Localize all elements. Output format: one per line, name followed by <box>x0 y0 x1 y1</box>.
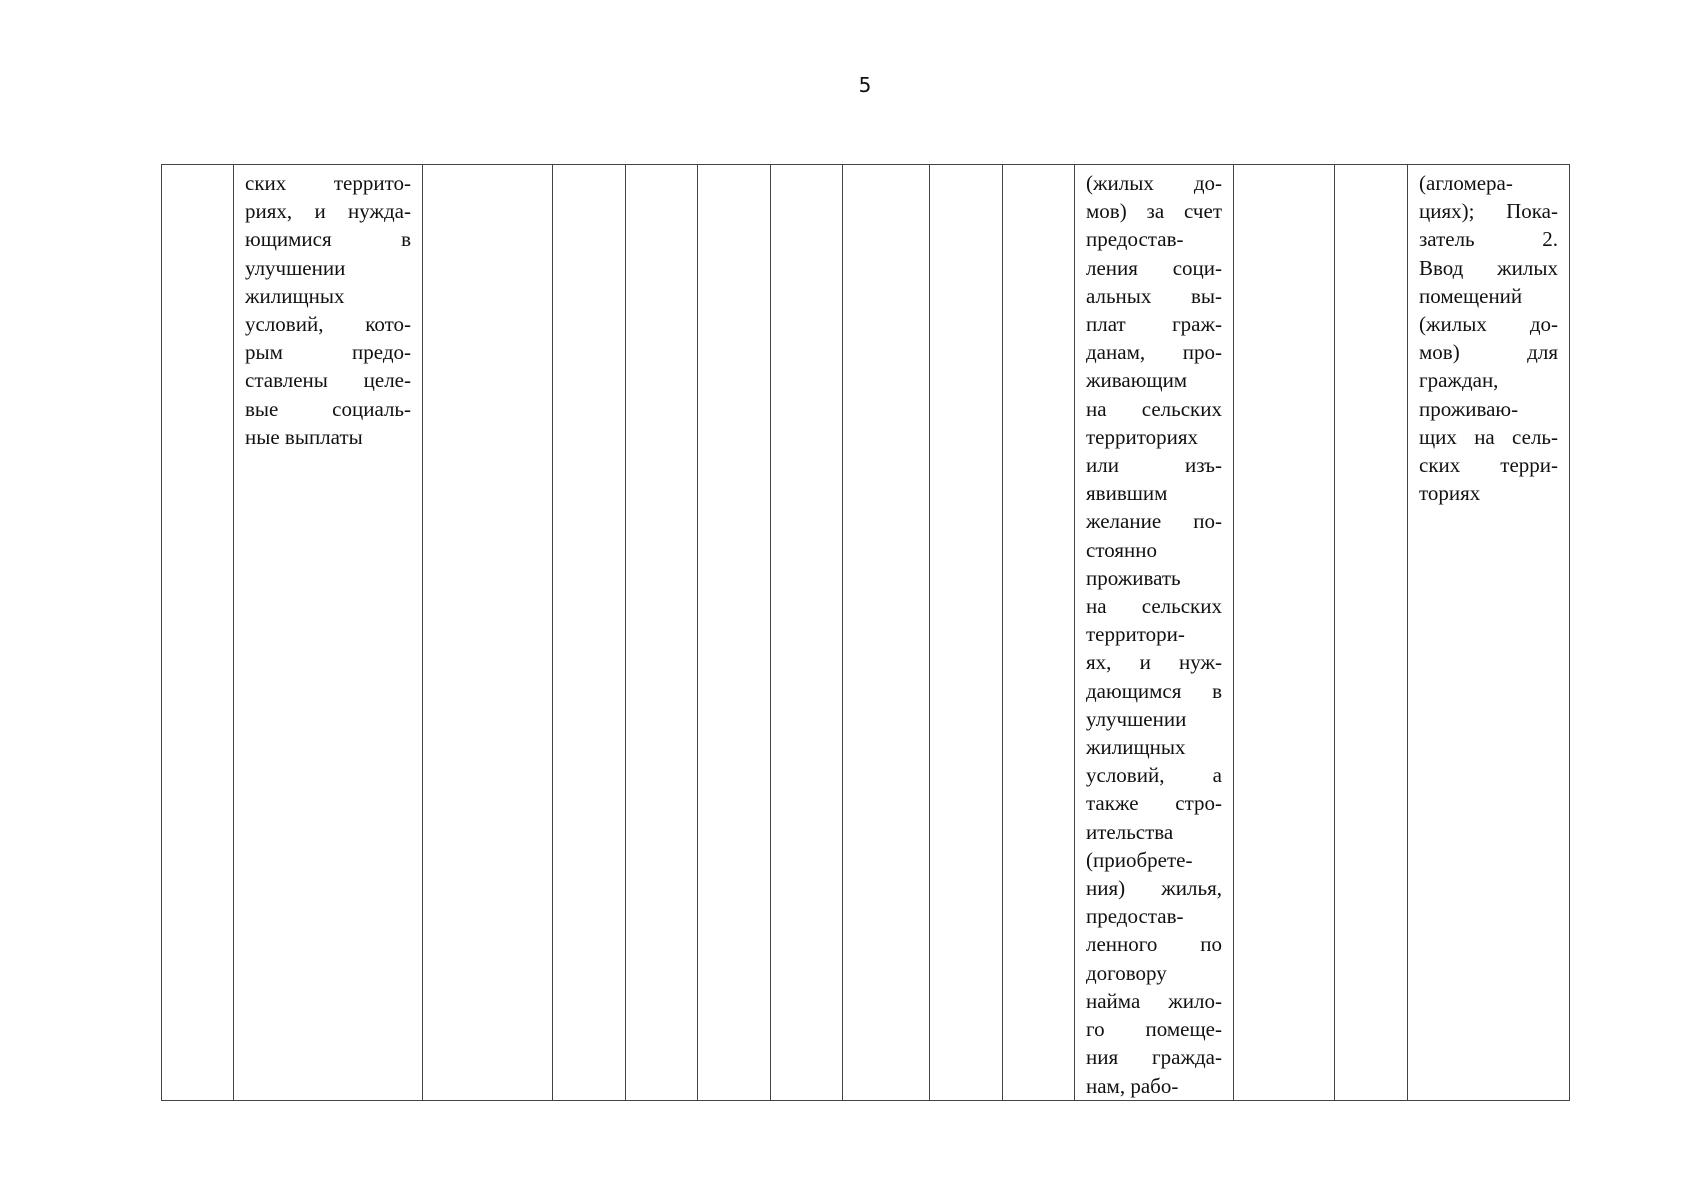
cell-line: ния гражда- <box>1086 1045 1222 1070</box>
cell-line: ских терри- <box>1419 453 1558 478</box>
cell-line: ленного по <box>1086 932 1222 957</box>
cell-line: явившим <box>1086 481 1168 506</box>
table-cell <box>771 165 843 1101</box>
cell-line: альных вы- <box>1086 283 1222 308</box>
cell-line: улучшении <box>245 255 346 280</box>
cell-line: на сельских <box>1086 594 1222 619</box>
cell-line: (агломера- <box>1419 171 1513 195</box>
cell-line: проживаю- <box>1419 396 1519 421</box>
cell-line: (жилых до- <box>1419 312 1558 337</box>
table-cell <box>553 165 626 1101</box>
table-cell <box>1234 165 1335 1101</box>
cell-line: вые социаль- <box>245 396 411 421</box>
cell-line: затель 2. <box>1419 227 1558 252</box>
table-cell <box>423 165 553 1101</box>
cell-line: граждан, <box>1419 368 1499 393</box>
cell-line: щих на сель- <box>1419 424 1558 449</box>
cell-line: условий, а <box>1086 763 1222 788</box>
cell-line: мов) для <box>1419 340 1558 365</box>
cell-line: предостав- <box>1086 904 1184 929</box>
cell-line: жилищных <box>245 283 345 308</box>
table-cell <box>234 165 423 1101</box>
cell-line: ния) жилья, <box>1086 876 1222 901</box>
cell-line: территориях <box>1086 424 1199 449</box>
cell-line: проживать <box>1086 565 1181 590</box>
table-cell <box>162 165 234 1101</box>
table-row <box>162 165 1570 1101</box>
cell-line: живающим <box>1086 368 1188 393</box>
cell-line: Ввод жилых <box>1419 255 1558 280</box>
cell-line: ные выплаты <box>245 424 363 449</box>
cell-line: ях, и нуж- <box>1086 650 1222 675</box>
document-table <box>161 164 1570 1101</box>
table-cell <box>1408 165 1570 1101</box>
cell-line: ставлены целе- <box>245 368 411 393</box>
cell-line: го помеще- <box>1086 1017 1222 1042</box>
cell-line: мов) за счет <box>1086 199 1222 224</box>
table-cell <box>698 165 771 1101</box>
cell-line: территори- <box>1086 622 1185 647</box>
table-cell <box>1075 165 1234 1101</box>
page-number: 5 <box>858 73 872 97</box>
cell-line: нам, рабо- <box>1086 1073 1179 1098</box>
cell-line: циях); Пока- <box>1419 199 1558 224</box>
cell-line: желание по- <box>1086 509 1222 534</box>
cell-line: данам, про- <box>1086 340 1222 365</box>
cell-line: помещений <box>1419 283 1523 308</box>
table-cell <box>1335 165 1408 1101</box>
cell-line: ительства <box>1086 819 1174 844</box>
cell-line: улучшении <box>1086 706 1187 731</box>
cell-line: стоянно <box>1086 537 1157 562</box>
cell-line: плат граж- <box>1086 312 1222 337</box>
table-cell <box>1003 165 1075 1101</box>
cell-line: дающимся в <box>1086 678 1222 703</box>
table-cell <box>626 165 698 1101</box>
cell-line: ющимися в <box>245 227 411 252</box>
cell-line: найма жило- <box>1086 988 1222 1013</box>
cell-line: (приобрете- <box>1086 847 1193 872</box>
cell-line: или изъ- <box>1086 453 1222 478</box>
cell-line: предостав- <box>1086 227 1184 252</box>
cell-line: также стро- <box>1086 791 1222 816</box>
cell-line: жилищных <box>1086 735 1186 760</box>
cell-line: на сельских <box>1086 396 1222 421</box>
cell-line: (жилых до- <box>1086 171 1222 195</box>
table-cell <box>843 165 930 1101</box>
cell-line: ления соци- <box>1086 255 1222 280</box>
cell-line: риях, и нужда- <box>245 199 411 224</box>
cell-line: ториях <box>1419 481 1481 506</box>
cell-line: условий, кото- <box>245 312 411 337</box>
cell-line: рым предо- <box>245 340 411 365</box>
table-cell <box>930 165 1003 1101</box>
cell-line: договору <box>1086 960 1167 985</box>
cell-line: ских террито- <box>245 171 411 195</box>
